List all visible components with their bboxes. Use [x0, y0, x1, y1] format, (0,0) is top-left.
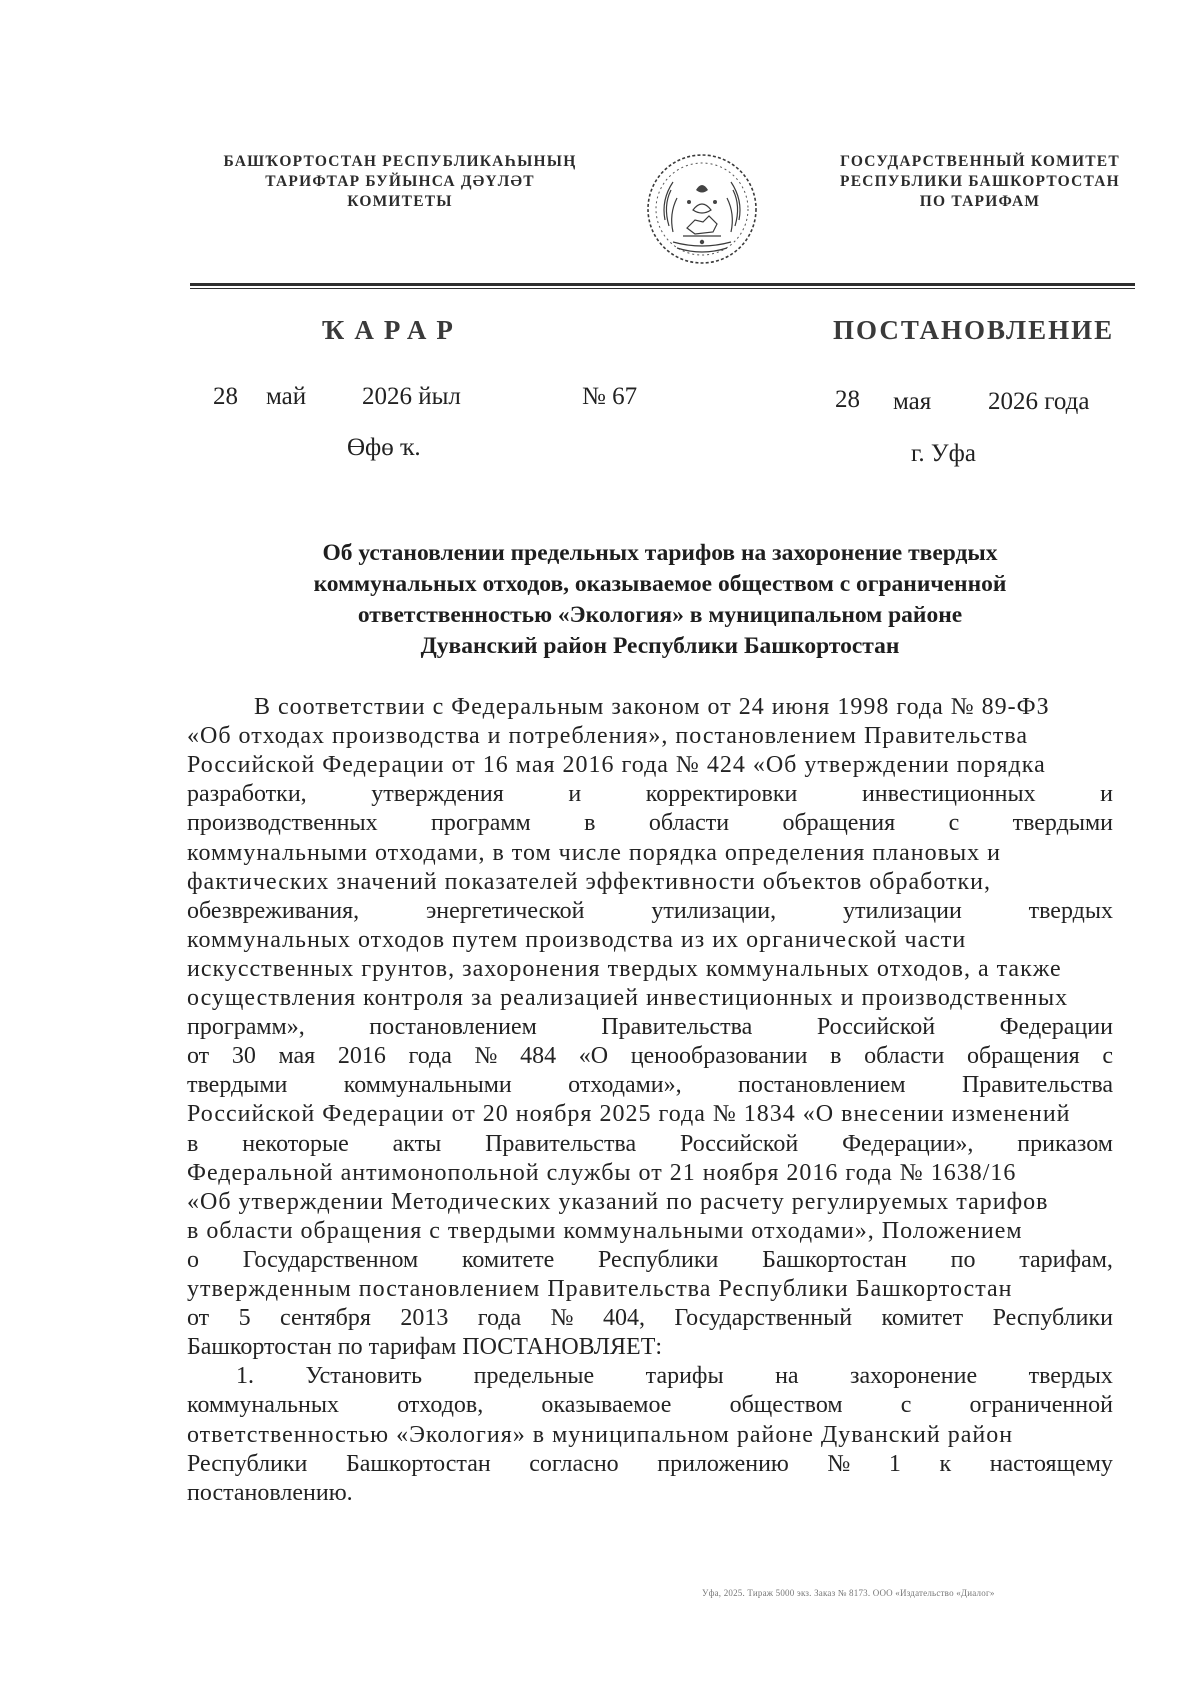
- body-line: постановлению.: [187, 1479, 353, 1506]
- print-footer: Уфа, 2025. Тираж 5000 экз. Заказ № 8173. ООО «Издательство «Диалог»: [702, 1588, 995, 1598]
- body-line: о Государственном комитете Республики Башкортостан по тарифам,: [187, 1246, 1113, 1273]
- body-line: разработки, утверждения и корректировки инвестиционных и: [187, 781, 1113, 808]
- body-line: Республики Башкортостан согласно приложению № 1 к настоящему: [187, 1450, 1113, 1477]
- body-line: коммунальных отходов, оказываемое обществом с ограниченной: [187, 1392, 1113, 1419]
- header-bashkir-line-1: БАШҠОРТОСТАН РЕСПУБЛИКАҺЫНЫҢ: [223, 153, 577, 170]
- body-line: в области обращения с твердыми коммунальными отходами», Положением: [187, 1217, 1023, 1244]
- body-line: 1. Установить предельные тарифы на захоронение твердых: [236, 1363, 1113, 1390]
- header-russian: [800, 152, 1160, 212]
- body-line: от 5 сентября 2013 года № 404, Государственный комитет Республики: [187, 1305, 1113, 1332]
- body-line: твердыми коммунальными отходами», постановлением Правительства: [187, 1072, 1113, 1099]
- body-line: Федеральной антимонопольной службы от 21 ноября 2016 года № 1638/16: [187, 1159, 1017, 1186]
- title-line: коммунальных отходов, оказываемое обществом с ограниченной: [313, 571, 1007, 597]
- header-bashkir: [180, 152, 620, 212]
- body-line: производственных программ в области обращения с твердыми: [187, 810, 1113, 837]
- body-line: в некоторые акты Правительства Российской Федерации», приказом: [187, 1130, 1113, 1157]
- body-line: «Об утверждении Методических указаний по расчету регулируемых тарифов: [187, 1188, 1049, 1215]
- body-line: «Об отходах производства и потребления», постановлением Правительства: [187, 723, 1028, 750]
- body-line: фактических значений показателей эффективности объектов обработки,: [187, 868, 992, 895]
- body-line: Башкортостан по тарифам ПОСТАНОВЛЯЕТ:: [187, 1334, 663, 1361]
- document-title: [180, 538, 1140, 662]
- body-line: В соответствии с Федеральным законом от 24 июня 1998 года № 89-ФЗ: [254, 694, 1050, 720]
- title-line: ответственностью «Экология» в муниципальном районе: [357, 602, 963, 628]
- date-left-day: 28: [213, 383, 238, 410]
- body-line: искусственных грунтов, захоронения твердых коммунальных отходов, а также: [187, 955, 1062, 982]
- header-bashkir-line-3: КОМИТЕТЫ: [347, 193, 453, 210]
- body-line: коммунальных отходов путем производства из их органической части: [187, 926, 967, 953]
- body-line: осуществления контроля за реализацией инвестиционных и производственных: [187, 985, 1069, 1011]
- body-line: утвержденным постановлением Правительства Республики Башкортостан: [187, 1276, 1013, 1302]
- body-line: ответственностью «Экология» в муниципальном районе Дуванский район: [187, 1421, 1014, 1448]
- header-russian-line-1: ГОСУДАРСТВЕННЫЙ КОМИТЕТ: [840, 153, 1120, 170]
- body-line: коммунальными отходами, в том числе порядка определения плановых и: [187, 839, 1001, 866]
- body-line: программ», постановлением Правительства Российской Федерации: [187, 1014, 1113, 1041]
- body-line: Российской Федерации от 20 ноября 2025 года № 1834 «О внесении изменений: [187, 1101, 1071, 1128]
- header-divider-thick: [190, 283, 1135, 286]
- coat-of-arms-icon: [643, 150, 761, 268]
- body-line: обезвреживания, энергетической утилизации, утилизации твердых: [187, 897, 1113, 924]
- doc-type-bashkir: ҠАРАР: [322, 315, 463, 345]
- header-russian-line-2: РЕСПУБЛИКИ БАШКОРТОСТАН: [840, 173, 1120, 190]
- place-russian: г. Уфа: [911, 440, 976, 467]
- header-bashkir-line-2: ТАРИФТАР БУЙЫНСА ДӘҮЛӘТ: [265, 173, 535, 190]
- body-line: Российской Федерации от 16 мая 2016 года № 424 «Об утверждении порядка: [187, 752, 1046, 779]
- date-left-month: май: [266, 383, 307, 410]
- header-russian-line-3: ПО ТАРИФАМ: [919, 193, 1041, 210]
- date-right-day: 28: [835, 386, 860, 413]
- title-line: Дуванский район Республики Башкортостан: [420, 633, 900, 659]
- header-divider-thin: [190, 288, 1135, 289]
- place-bashkir: Өфө ҡ.: [347, 434, 421, 461]
- title-line: Об установлении предельных тарифов на захоронение твердых: [322, 540, 998, 566]
- body-line: от 30 мая 2016 года № 484 «О ценообразовании в области обращения с: [187, 1043, 1113, 1070]
- date-right-month: мая: [893, 388, 932, 415]
- date-left-year: 2026 йыл: [362, 383, 461, 410]
- doc-type-russian: ПОСТАНОВЛЕНИЕ: [833, 315, 1115, 345]
- document-number: № 67: [582, 383, 638, 410]
- date-right-year: 2026 года: [988, 388, 1090, 415]
